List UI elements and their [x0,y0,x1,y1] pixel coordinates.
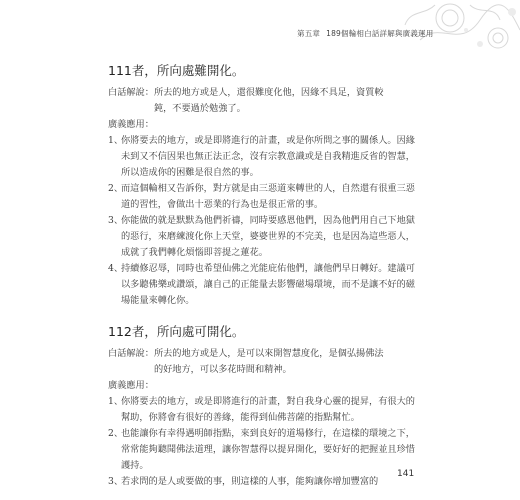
list-item [108,426,420,474]
explain-label: 白話解說： [108,87,154,98]
list-item [108,474,420,490]
section-111 [108,61,420,309]
item-number: 2、 [108,183,124,194]
list-item [108,133,420,181]
explain-label: 白話解說： [108,348,154,359]
section-title: 111者，所向處難開化。 [108,63,245,78]
explain-text: 所去的地方或是人，還很難度化他，因緣不具足，資質較鈍，不要過於勉強了。 [153,87,384,114]
list-item [108,181,420,213]
list-item [108,261,420,309]
list-item [108,394,420,426]
item-text: 你將要去的地方，或是即將進行的計畫，或是你所問之事的關係人。因緣未到又不信因果也無正法正念，沒有宗教意識或是自我精進反省的智慧，所以造成你的困難是很自然的事。 [121,135,415,178]
explain-text: 所去的地方或是人，是可以來開智慧度化，是個弘揚佛法的好地方，可以多花時間和精神。 [153,348,384,375]
item-number: 3、 [108,476,124,487]
floral-ornament-icon [380,0,520,54]
item-text: 你能做的就是默默為他們祈禱，同時要感恩他們，因為他們用自己下地獄的惡行，來磨練渡化你上天堂，婆婆世界的不完美，也是因為這些惡人，成就了我們轉化煩惱即菩提之蓮花。 [121,215,415,258]
item-number: 1、 [108,135,124,146]
list-item [108,213,420,261]
explain-line [108,346,420,378]
section-title: 112者，所向處可開化。 [108,324,245,339]
page-header [0,0,520,54]
page-body [108,61,420,490]
item-text: 持續修忍辱，同時也希望仙佛之光能庇佑他們，讓他們早日轉好。建議可以多聽佛樂或讚頌，讓自己的正能量去影響磁場環境，而不是讓不好的磁場能量來轉化你。 [121,263,415,306]
section-112 [108,322,420,490]
item-number: 1、 [108,396,124,407]
item-text: 你將要去的地方，或是即將進行的計畫，對自我身心靈的提昇，有很大的幫助，你將會有很好的善緣，能得到仙佛菩薩的指點幫忙。 [121,396,415,423]
running-head [297,28,439,39]
item-text: 若求問的是人或要做的事，則這樣的人事，能夠讓你增加豐富的 [121,476,379,487]
book-title: 189個輪相白話詳解與廣義運用 [326,29,434,38]
item-number: 2、 [108,428,124,439]
page-number: 141 [397,469,415,479]
item-number: 3、 [108,215,124,226]
chapter-label: 第五章 [297,29,321,38]
item-number: 4、 [108,263,124,274]
explain-line [108,85,420,117]
usage-label: 廣義應用： [108,380,154,391]
item-text: 也能讓你有幸得遇明師指點，來到良好的道場修行，在這樣的環境之下，常常能夠聽聞佛法道理，讓你智慧得以提昇開化，要好好的把握並且珍惜護持。 [121,428,415,471]
usage-label: 廣義應用： [108,119,154,130]
item-text: 而這個輪相又告訴你，對方就是由三惡道來轉世的人，自然還有很重三惡道的習性，會做出十惡業的行為也是很正常的事。 [121,183,415,210]
